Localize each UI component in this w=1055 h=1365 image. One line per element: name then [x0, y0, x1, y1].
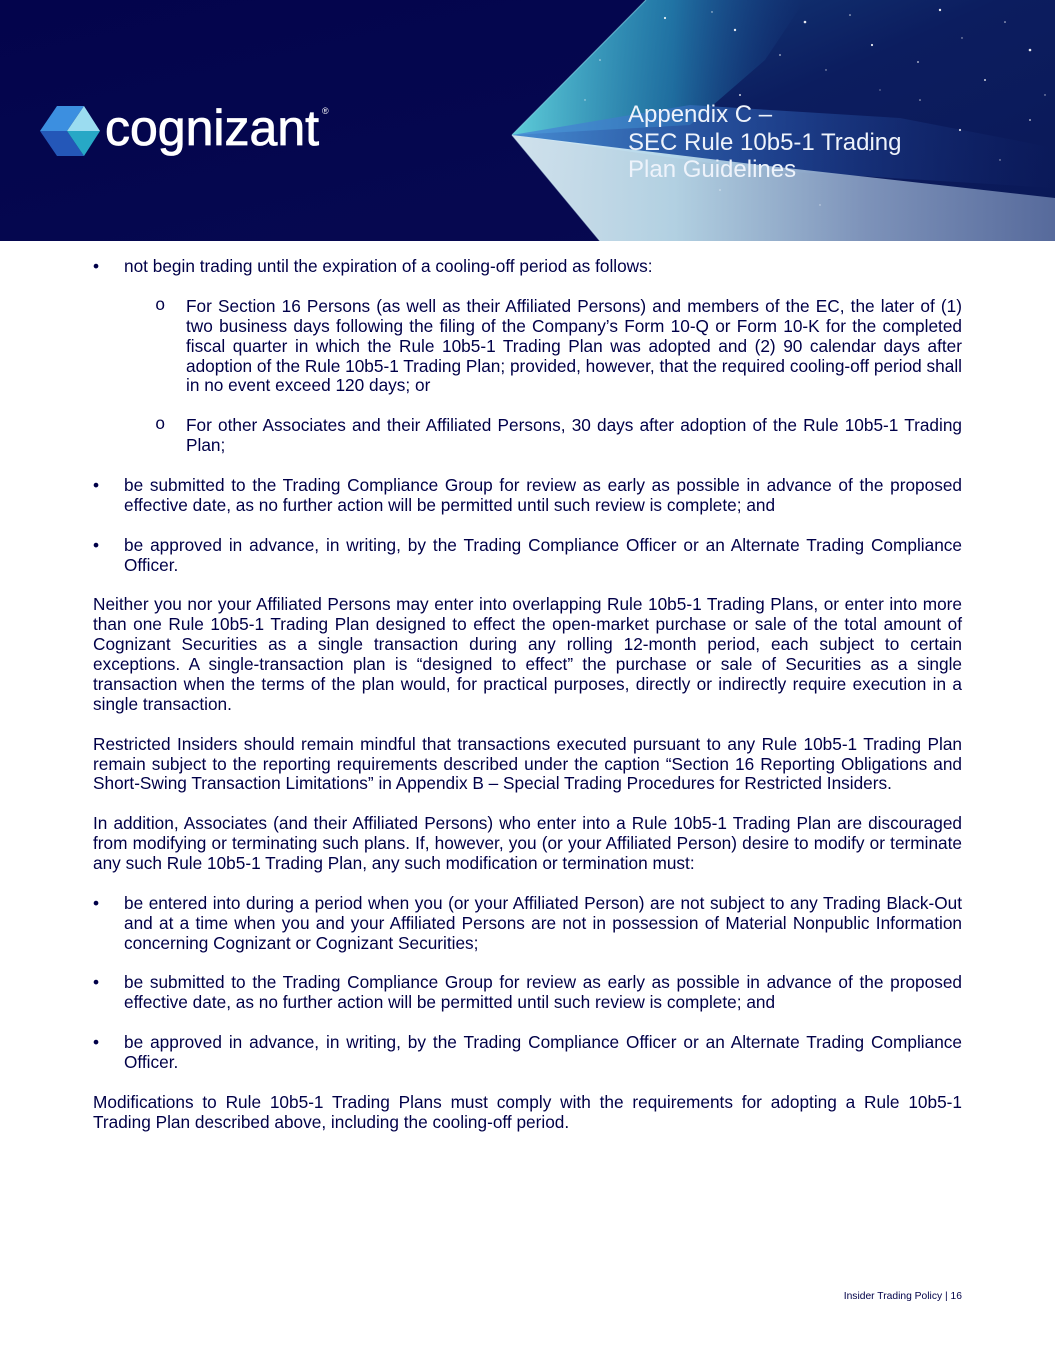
title-line: Appendix C – [628, 101, 773, 128]
star [819, 204, 820, 205]
paragraph: In addition, Associates (and their Affiliated Persons) who enter into a Rule 10b5-1 Trading Plan are discouraged from modifying or terminating such plans. If, however, you (or your Affiliated Person) desire to modify or terminate any such Rule 10b5-1 Trading Plan, any such modification or termination must: [93, 813, 962, 874]
list-item [93, 1033, 962, 1073]
star [739, 94, 741, 96]
star [1044, 94, 1045, 95]
list-item-text: be submitted to the Trading Compliance Group for review as early as possible in advance of the proposed effective date, as no further action will be permitted until such review is complete; and [124, 474, 962, 515]
star [849, 14, 851, 16]
star [871, 44, 873, 46]
sub-bullet-marker: o [155, 296, 166, 316]
list-item-text: be submitted to the Trading Compliance Group for review as early as possible in advance of the proposed effective date, as no further action will be permitted until such review is complete; and [124, 972, 962, 1013]
bullet-marker: • [93, 972, 100, 993]
list-item-text: be entered into during a period when you (or your Affiliated Person) are not subject to any Trading Black-Out and at a time when you and your Affiliated Persons are not in possession of Material Nonpublic Information concerning Cognizant or Cognizant Securities; [124, 892, 962, 953]
star [879, 89, 880, 90]
list-item [93, 476, 962, 516]
star [961, 37, 962, 38]
list-item [93, 536, 962, 576]
title-line: Plan Guidelines [628, 156, 797, 184]
star [939, 9, 941, 11]
star [779, 54, 781, 56]
bullet-marker: • [93, 474, 100, 495]
title-line: SEC Rule 10b5-1 Trading [628, 128, 902, 156]
paragraph: Modifications to Rule 10b5-1 Trading Plans must comply with the requirements for adopting a Rule 10b5-1 Trading Plan described above, including the cooling-off period. [93, 1091, 962, 1132]
star [825, 69, 826, 70]
cognizant-logo [40, 100, 329, 156]
sub-list-item-text: For Section 16 Persons (as well as their Affiliated Persons) and members of the EC, the later of (1) two business days following the filing of the Company’s Form 10-Q or Form 10-K for the completed fiscal quarter in which the Rule 10b5-1 Trading Plan was adopted and (2) 90 calendar days after adoption of the Rule 10b5-1 Trading Plan; provided, however, that the required cooling-off period shall in no event exceed 120 days; or [186, 295, 962, 396]
logo-wordmark: cognizant [105, 100, 320, 156]
list-item [93, 973, 962, 1013]
footer-page-label: Insider Trading Policy | 16 [843, 1291, 962, 1302]
list-item-text: be approved in advance, in writing, by the Trading Compliance Officer or an Alternate Trading Compliance Officer. [124, 1032, 962, 1073]
star [711, 11, 712, 12]
appendix-title [628, 101, 902, 184]
sub-bullet-marker: o [155, 416, 166, 436]
paragraph: Restricted Insiders should remain mindful that transactions executed pursuant to any Rule 10b5-1 Trading Plan remain subject to the reporting requirements described under the caption “Section 16 Reporting Obligations and Short-Swing Transaction Limitations” in Appendix B – Special Trading Procedures for Restricted Insiders. [93, 733, 962, 794]
list-item [93, 894, 962, 954]
star [917, 61, 919, 63]
star [664, 17, 666, 19]
bullet-marker: • [93, 892, 100, 913]
registered-mark: ® [322, 106, 329, 116]
star [719, 189, 721, 191]
bullet-marker: • [93, 256, 100, 276]
star [984, 79, 986, 81]
bullet-marker: • [93, 1032, 100, 1053]
star [804, 21, 807, 24]
list-item [93, 257, 962, 277]
star [1029, 119, 1031, 121]
star [919, 99, 921, 101]
paragraph: Neither you nor your Affiliated Persons may enter into overlapping Rule 10b5-1 Trading Plans, or enter into more than one Rule 10b5-1 Trading Plan designed to effect the open-market purchase or sale of the total amount of Cognizant Securities as a single transaction during any rolling 12-month period, each subject to certain exceptions. A single-transaction plan is “designed to effect” the purchase or sale of Securities as a single transaction when the terms of the plan would, for practical purposes, directly or indirectly require execution in a single transaction. [93, 594, 962, 714]
star [584, 99, 585, 100]
sub-list-item-text: For other Associates and their Affiliated Persons, 30 days after adoption of the Rule 10b5-1 Trading Plan; [186, 415, 962, 456]
list-item-text: not begin trading until the expiration of a cooling-off period as follows: [124, 256, 653, 276]
star [1029, 49, 1032, 52]
document-body [93, 257, 962, 1153]
star [599, 59, 601, 61]
star [999, 159, 1000, 160]
sub-list-item [93, 297, 962, 397]
star [959, 129, 961, 131]
list-item-text: be approved in advance, in writing, by the Trading Compliance Officer or an Alternate Trading Compliance Officer. [124, 534, 962, 575]
header-banner [0, 0, 1055, 241]
star [1004, 21, 1006, 23]
sub-list-item [93, 416, 962, 456]
star [734, 29, 736, 31]
bullet-marker: • [93, 534, 100, 555]
